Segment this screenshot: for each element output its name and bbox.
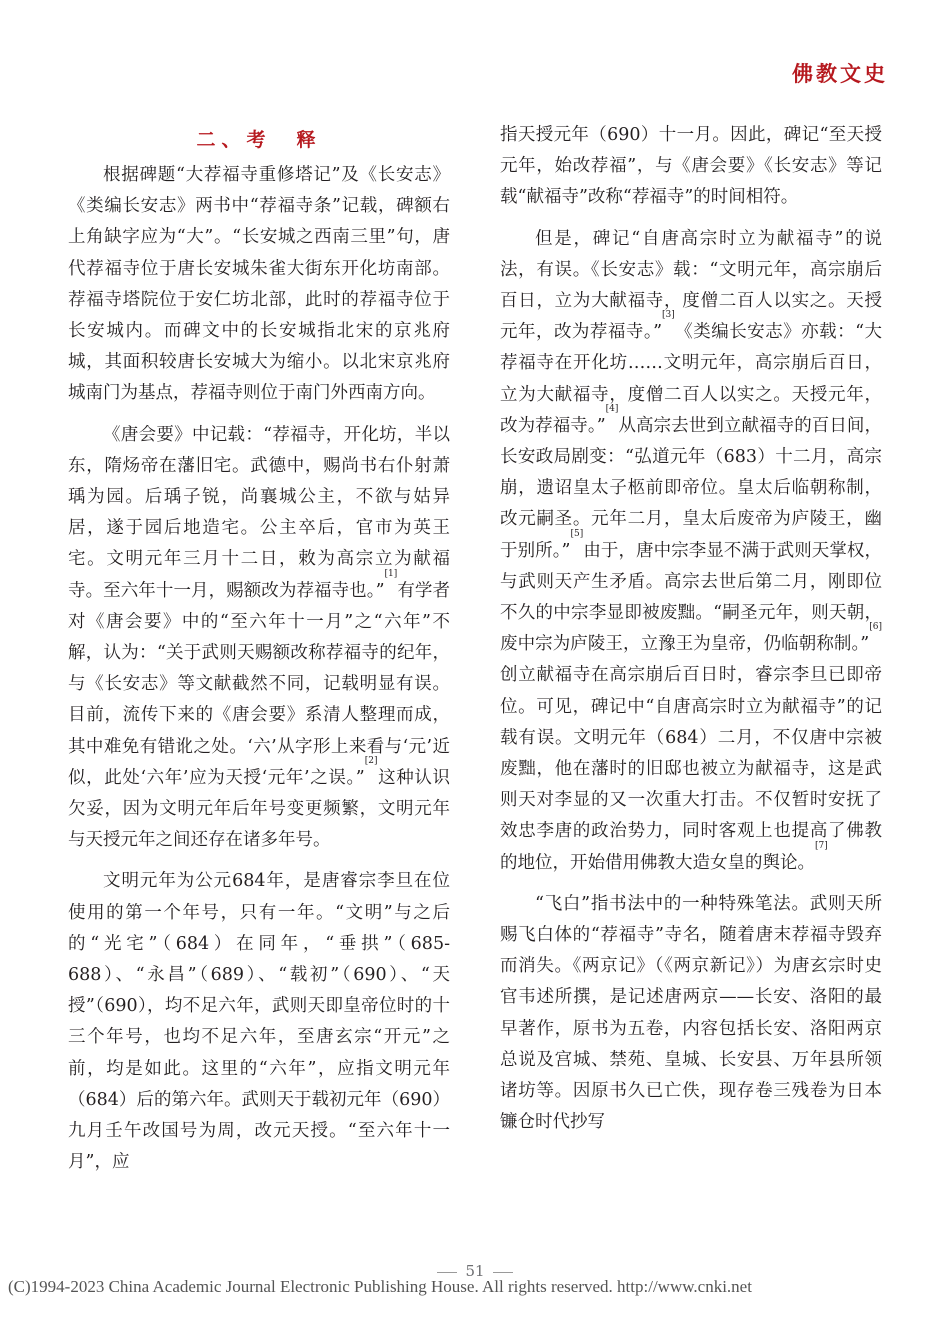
paragraph-text: 从高宗去世到立献福寺的百日间，长安政局剧变：“弘道元年（683）十二月，高宗崩，遗诏皇太子柩前即帝位。皇太后临朝称制，改元嗣圣。元年二月，皇太后废帝为庐陵王，幽于别所。” xyxy=(500,415,882,561)
paragraph-text: 由于，唐中宗李显不满于武则天掌权，与武则天产生矛盾。高宗去世后第二月，刚即位不久的中宗李显即被废黜。“嗣圣元年，则天朝，废中宗为庐陵王，立豫王为皇帝，仍临朝称制。” xyxy=(500,540,883,655)
citation-marker: [3] xyxy=(662,310,675,321)
paragraph-text: 创立献福寺在高宗崩后百日时，睿宗李旦已即帝位。可见，碑记中“自唐高宗时立为献福寺”的记载有误。文明元年（684）二月，不仅唐中宗被废黜，他在藩时的旧邸也被立为献福寺，这是武则天对李显的又一次重大打击。不仅暂时安抚了效忠李唐的政治势力，同时客观上也提高了佛教的地位，开始借用佛教大造女皇的舆论。 xyxy=(500,665,882,873)
page-number-text: 51 xyxy=(465,1262,485,1280)
citation-marker: [4] xyxy=(605,403,619,414)
paragraph: 根据碑题“大荐福寺重修塔记”及《长安志》《类编长安志》两书中“荐福寺条”记载，碑额右上角缺字应为“大”。“长安城之西南三里”句，唐代荐福寺位于唐长安城朱雀大街东开化坊南部。荐福寺塔院位于安仁坊北部，此时的荐福寺位于长安城内。而碑文中的长安城指北宋的京兆府城，其面积较唐长安城大为缩小。以北宋京兆府城南门为基点，荐福寺则位于南门外西南方向。 xyxy=(68,165,450,404)
paragraph: “飞白”指书法中的一种特殊笔法。武则天所赐飞白体的“荐福寺”寺名，随着唐末荐福寺毁弃而消失。《两京记》（《两京新记》）为唐玄宗时史官韦述所撰，是记述唐两京——长安、洛阳的最早著作，原书为五卷，内容包括长安、洛阳两京总说及宫城、禁苑、皇城、长安县、万年县所领诸坊等。因原书久已亡佚，现存卷三残卷为日本镰仓时代抄写 xyxy=(500,893,882,1133)
journal-section-mark: 佛教文史 xyxy=(792,62,888,86)
citation-marker: [1] xyxy=(384,568,398,579)
paragraph-text: 有学者对《唐会要》中的“至六年十一月”之“六年”不解，认为：“关于武则天赐额改称荐福寺的纪年，与《长安志》等文献截然不同，记载明显有误。目前，流传下来的《唐会要》系清人整理而成，其中难免有错讹之处。‘六’从字形上来看与‘元’近似，此处‘六年’应为天授‘元年’之误。” xyxy=(68,580,451,788)
left-column xyxy=(68,120,450,1179)
paragraph-text: 《类编长安志》亦载：“大荐福寺在开化坊……文明元年，高宗崩后百日，立为大献福寺，度僧二百人以实之。天授元年，改为荐福寺。” xyxy=(500,322,882,436)
right-column xyxy=(500,120,882,1139)
paragraph: 指天授元年（690）十一月。因此，碑记“至天授元年，始改荐福”，与《唐会要》《长安志》等记载“献福寺”改称“荐福寺”的时间相符。 xyxy=(500,125,882,208)
copyright-notice: (C)1994-2023 China Academic Journal Electronic Publishing House. All rights reserved. http://www.cnki.net xyxy=(8,1277,752,1296)
paragraph xyxy=(500,224,882,879)
section-title: 二、考 释 xyxy=(196,129,322,151)
paragraph-text: 但是，碑记“自唐高宗时立为献福寺”的说法，有误。《长安志》载：“文明元年，高宗崩后百日，立为大献福寺，度僧二百人以实之。天授元年，改为荐福寺。” xyxy=(500,228,882,343)
citation-marker: [6] xyxy=(869,622,882,633)
citation-marker: [7] xyxy=(815,840,828,851)
paragraph: 文明元年为公元684年，是唐睿宗李旦在位使用的第一个年号，只有一年。“文明”与之后的“光宅”（684）在同年，“垂拱”（685-688）、“永昌”（689）、“载初”（690）、“天授”（690），均不足六年，武则天即皇帝位时的十三个年号，也均不足六年，至唐玄宗“开元”之前，均是如此。这里的“六年”，应指文明元年（684）后的第六年。武则天于载初元年（690）九月壬午改国号为周，改元天授。“至六年十一月”，应 xyxy=(68,871,450,1173)
paragraph-text: 《唐会要》中记载：“荐福寺，开化坊，半以东，隋炀帝在藩旧宅。武德中，赐尚书右仆射萧瑀为园。后瑀子锐，尚襄城公主，不欲与姑异居，遂于园后地造宅。公主卒后，官市为英王宅。文明元年三月十二日，敕为高宗立为献福寺。至六年十一月，赐额改为荐福寺也。” xyxy=(68,424,450,601)
citation-marker: [2] xyxy=(364,755,378,766)
paragraph xyxy=(68,420,450,857)
paragraph-text: 这种认识欠妥，因为文明元年后年号变更频繁，文明元年与天授元年之间还存在诸多年号。 xyxy=(68,767,451,851)
citation-marker: [5] xyxy=(570,528,584,539)
